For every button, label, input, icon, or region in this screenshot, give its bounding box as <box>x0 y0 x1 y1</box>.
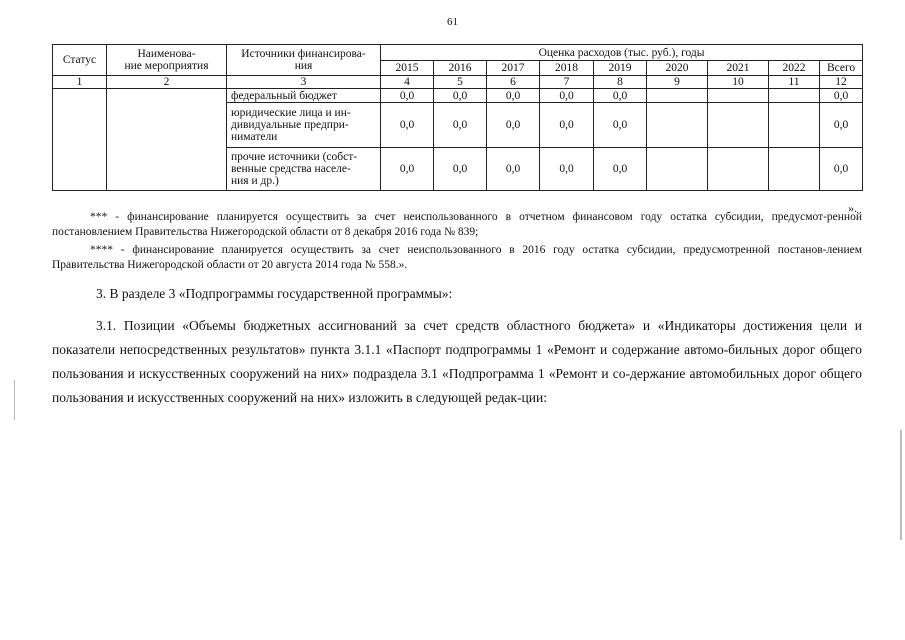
value-cell: 0,0 <box>434 89 487 103</box>
value-cell <box>769 103 820 148</box>
scan-edge-mark <box>14 380 15 420</box>
column-number: 9 <box>647 76 708 89</box>
event-name-cell-empty <box>107 89 227 191</box>
value-cell: 0,0 <box>594 89 647 103</box>
budget-table <box>52 44 863 191</box>
value-cell: 0,0 <box>487 148 540 191</box>
value-cell: 0,0 <box>381 148 434 191</box>
funding-source-cell: федеральный бюджет <box>227 89 381 103</box>
year-cell: 2021 <box>708 61 769 76</box>
value-cell: 0,0 <box>540 89 594 103</box>
value-cell <box>708 103 769 148</box>
header-event-name: Наименова- ние мероприятия <box>107 45 227 76</box>
value-cell <box>769 148 820 191</box>
value-cell <box>708 148 769 191</box>
total-cell: 0,0 <box>820 103 863 148</box>
column-number: 12 <box>820 76 863 89</box>
value-cell <box>647 89 708 103</box>
year-cell: 2015 <box>381 61 434 76</box>
year-cell: 2019 <box>594 61 647 76</box>
year-cell: 2018 <box>540 61 594 76</box>
total-header-cell: Всего <box>820 61 863 76</box>
value-cell: 0,0 <box>381 103 434 148</box>
funding-source-cell: прочие источники (собст- венные средства населе- ния и др.) <box>227 148 381 191</box>
total-cell: 0,0 <box>820 148 863 191</box>
page-number: 61 <box>447 16 458 28</box>
column-number: 7 <box>540 76 594 89</box>
column-number: 11 <box>769 76 820 89</box>
footnote-triple-asterisk: *** - финансирование планируется осуществить за счет неиспользованного в отчетном финансовом году остатка субсидии, предусмот-ренной постановлением Правительства Нижегородской области от 8 декабря 2016 года № 839; <box>52 211 862 238</box>
column-numbers-row <box>53 76 863 89</box>
column-number: 4 <box>381 76 434 89</box>
header-row <box>53 45 863 61</box>
header-cost-estimate: Оценка расходов (тыс. руб.), годы <box>381 45 863 61</box>
scan-edge-mark <box>900 430 902 540</box>
table-row <box>53 89 863 103</box>
funding-source-cell: юридические лица и ин- дивидуальные предпри- ниматели <box>227 103 381 148</box>
header-funding-sources: Источники финансирова- ния <box>227 45 381 76</box>
section-heading: 3. В разделе 3 «Подпрограммы государственной программы»: <box>96 286 453 301</box>
value-cell <box>647 103 708 148</box>
column-number: 2 <box>107 76 227 89</box>
value-cell <box>769 89 820 103</box>
value-cell: 0,0 <box>540 103 594 148</box>
value-cell: 0,0 <box>594 103 647 148</box>
value-cell: 0,0 <box>594 148 647 191</box>
value-cell <box>708 89 769 103</box>
body-paragraph: 3.1. Позиции «Объемы бюджетных ассигнований за счет средств областного бюджета» и «Индикаторы достижения цели и показатели непосредственных результатов» пункта 3.1.1 «Паспорт подпрограммы 1 «Ремонт и содержание автомо-бильных дорог общего пользования и искусственных сооружений на них» подраздела 3.1 «Подпрограмма 1 «Ремонт и со-держание автомобильных дорог общего пользования и искусственных сооружений на них» изложить в следующей редак-ции: <box>52 318 862 405</box>
year-cell: 2016 <box>434 61 487 76</box>
year-cell: 2020 <box>647 61 708 76</box>
value-cell <box>647 148 708 191</box>
value-cell: 0,0 <box>381 89 434 103</box>
value-cell: 0,0 <box>487 89 540 103</box>
header-status: Статус <box>53 45 107 76</box>
column-number: 8 <box>594 76 647 89</box>
value-cell: 0,0 <box>487 103 540 148</box>
value-cell: 0,0 <box>540 148 594 191</box>
column-number: 6 <box>487 76 540 89</box>
status-cell-empty <box>53 89 107 191</box>
closing-quote: ». <box>848 201 857 215</box>
column-number: 5 <box>434 76 487 89</box>
total-cell: 0,0 <box>820 89 863 103</box>
value-cell: 0,0 <box>434 148 487 191</box>
column-number: 1 <box>53 76 107 89</box>
column-number: 10 <box>708 76 769 89</box>
footnote-quadruple-asterisk: **** - финансирование планируется осуществить за счет неиспользованного в 2016 году остатка субсидии, предусмотренной постанов-лением Правительства Нижегородской области от 20 августа 2014 года № 558.». <box>52 244 862 271</box>
value-cell: 0,0 <box>434 103 487 148</box>
year-cell: 2017 <box>487 61 540 76</box>
column-number: 3 <box>227 76 381 89</box>
year-cell: 2022 <box>769 61 820 76</box>
